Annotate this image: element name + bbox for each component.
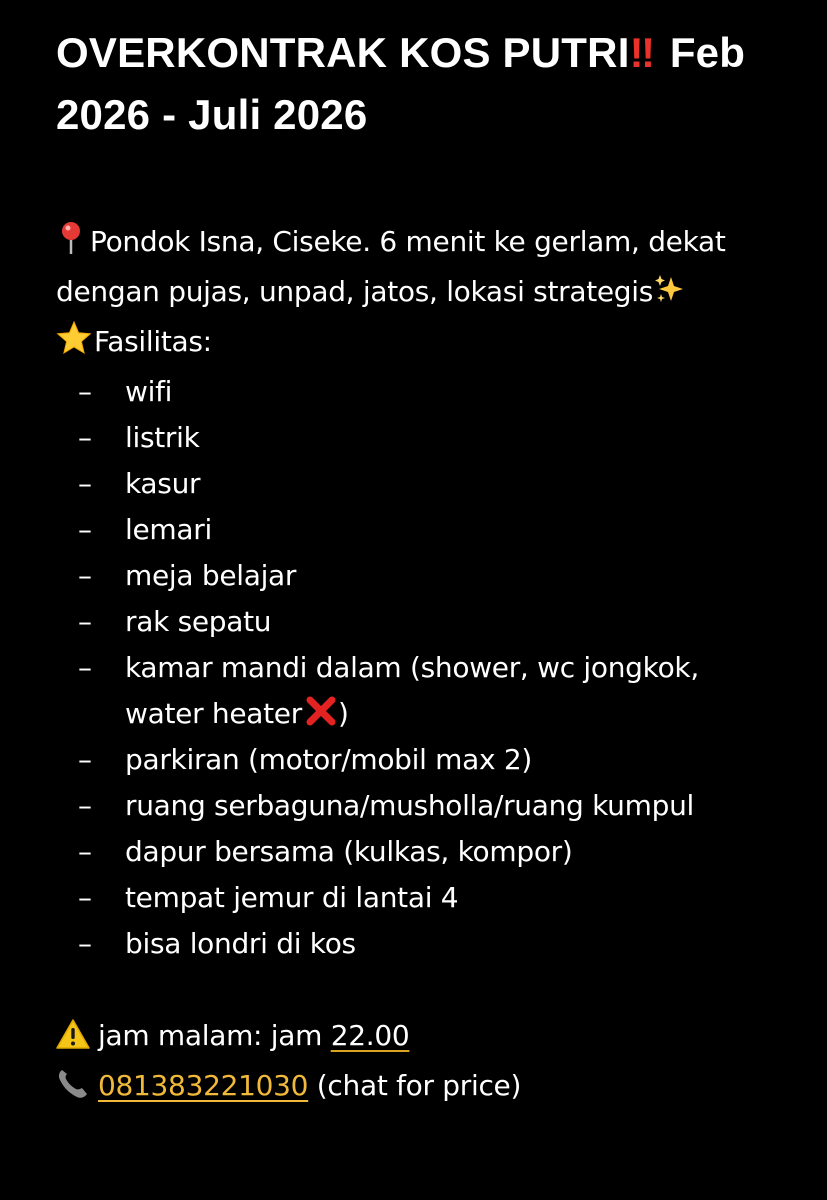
facility-label: listrik — [125, 421, 200, 454]
facility-label: parkiran (motor/mobil max 2) — [125, 743, 533, 776]
facility-label: tempat jemur di lantai 4 — [125, 881, 459, 914]
rules-section — [56, 1013, 796, 1113]
curfew-time[interactable]: 22.00 — [330, 1019, 410, 1052]
facilities-list — [56, 369, 796, 967]
list-dash: – — [78, 467, 92, 500]
sparkles-icon — [653, 273, 685, 319]
list-dash: – — [78, 881, 92, 914]
title-main: OVERKONTRAK KOS PUTRI — [56, 29, 630, 76]
list-dash: – — [78, 513, 92, 546]
list-item — [56, 461, 796, 507]
list-item — [56, 599, 796, 645]
list-item — [56, 553, 796, 599]
facility-label: kasur — [125, 467, 201, 500]
facility-label: rak sepatu — [125, 605, 272, 638]
list-dash: – — [78, 605, 92, 638]
warning-icon — [56, 1017, 90, 1063]
facility-label: kamar mandi dalam (shower, wc jongkok, water heater — [125, 651, 699, 730]
list-item — [56, 507, 796, 553]
list-dash: – — [78, 421, 92, 454]
list-dash: – — [78, 835, 92, 868]
list-item — [56, 737, 796, 783]
list-item — [56, 921, 796, 967]
post-title — [56, 22, 796, 146]
list-dash: – — [78, 651, 92, 684]
facility-label: wifi — [125, 375, 173, 408]
location-text: Pondok Isna, Ciseke. 6 menit ke gerlam, dekat dengan pujas, unpad, jatos, lokasi strategis — [56, 225, 726, 308]
list-dash: – — [78, 927, 92, 960]
phone-number-link[interactable]: 081383221030 — [98, 1069, 309, 1102]
title-period: Feb 2026 - Juli 2026 — [56, 29, 746, 138]
list-item — [56, 415, 796, 461]
facilities-heading — [56, 319, 796, 369]
list-item — [56, 369, 796, 415]
facility-label: dapur bersama (kulkas, kompor) — [125, 835, 573, 868]
double-exclamation-icon: ‼ — [629, 29, 652, 76]
telephone-receiver-icon — [56, 1067, 90, 1113]
list-item — [56, 783, 796, 829]
post-content — [56, 22, 796, 1113]
list-item — [56, 829, 796, 875]
location-paragraph — [56, 219, 796, 319]
list-dash: – — [78, 789, 92, 822]
curfew-label: jam malam: jam — [98, 1019, 323, 1052]
facilities-section — [56, 319, 796, 967]
list-item — [56, 875, 796, 921]
facilities-heading-text: Fasilitas: — [94, 325, 212, 358]
curfew-line — [56, 1013, 796, 1063]
round-pushpin-icon — [56, 221, 86, 269]
facility-label: bisa londri di kos — [125, 927, 356, 960]
facility-label: meja belajar — [125, 559, 297, 592]
star-icon — [56, 321, 92, 369]
red-cross-icon — [304, 694, 338, 728]
facility-label: lemari — [125, 513, 212, 546]
facility-label: ruang serbaguna/musholla/ruang kumpul — [125, 789, 694, 822]
contact-line — [56, 1063, 796, 1113]
list-dash: – — [78, 743, 92, 776]
list-item — [56, 645, 796, 737]
phone-note: (chat for price) — [316, 1069, 522, 1102]
facility-suffix: ) — [337, 697, 349, 730]
list-dash: – — [78, 559, 92, 592]
list-dash: – — [78, 375, 92, 408]
